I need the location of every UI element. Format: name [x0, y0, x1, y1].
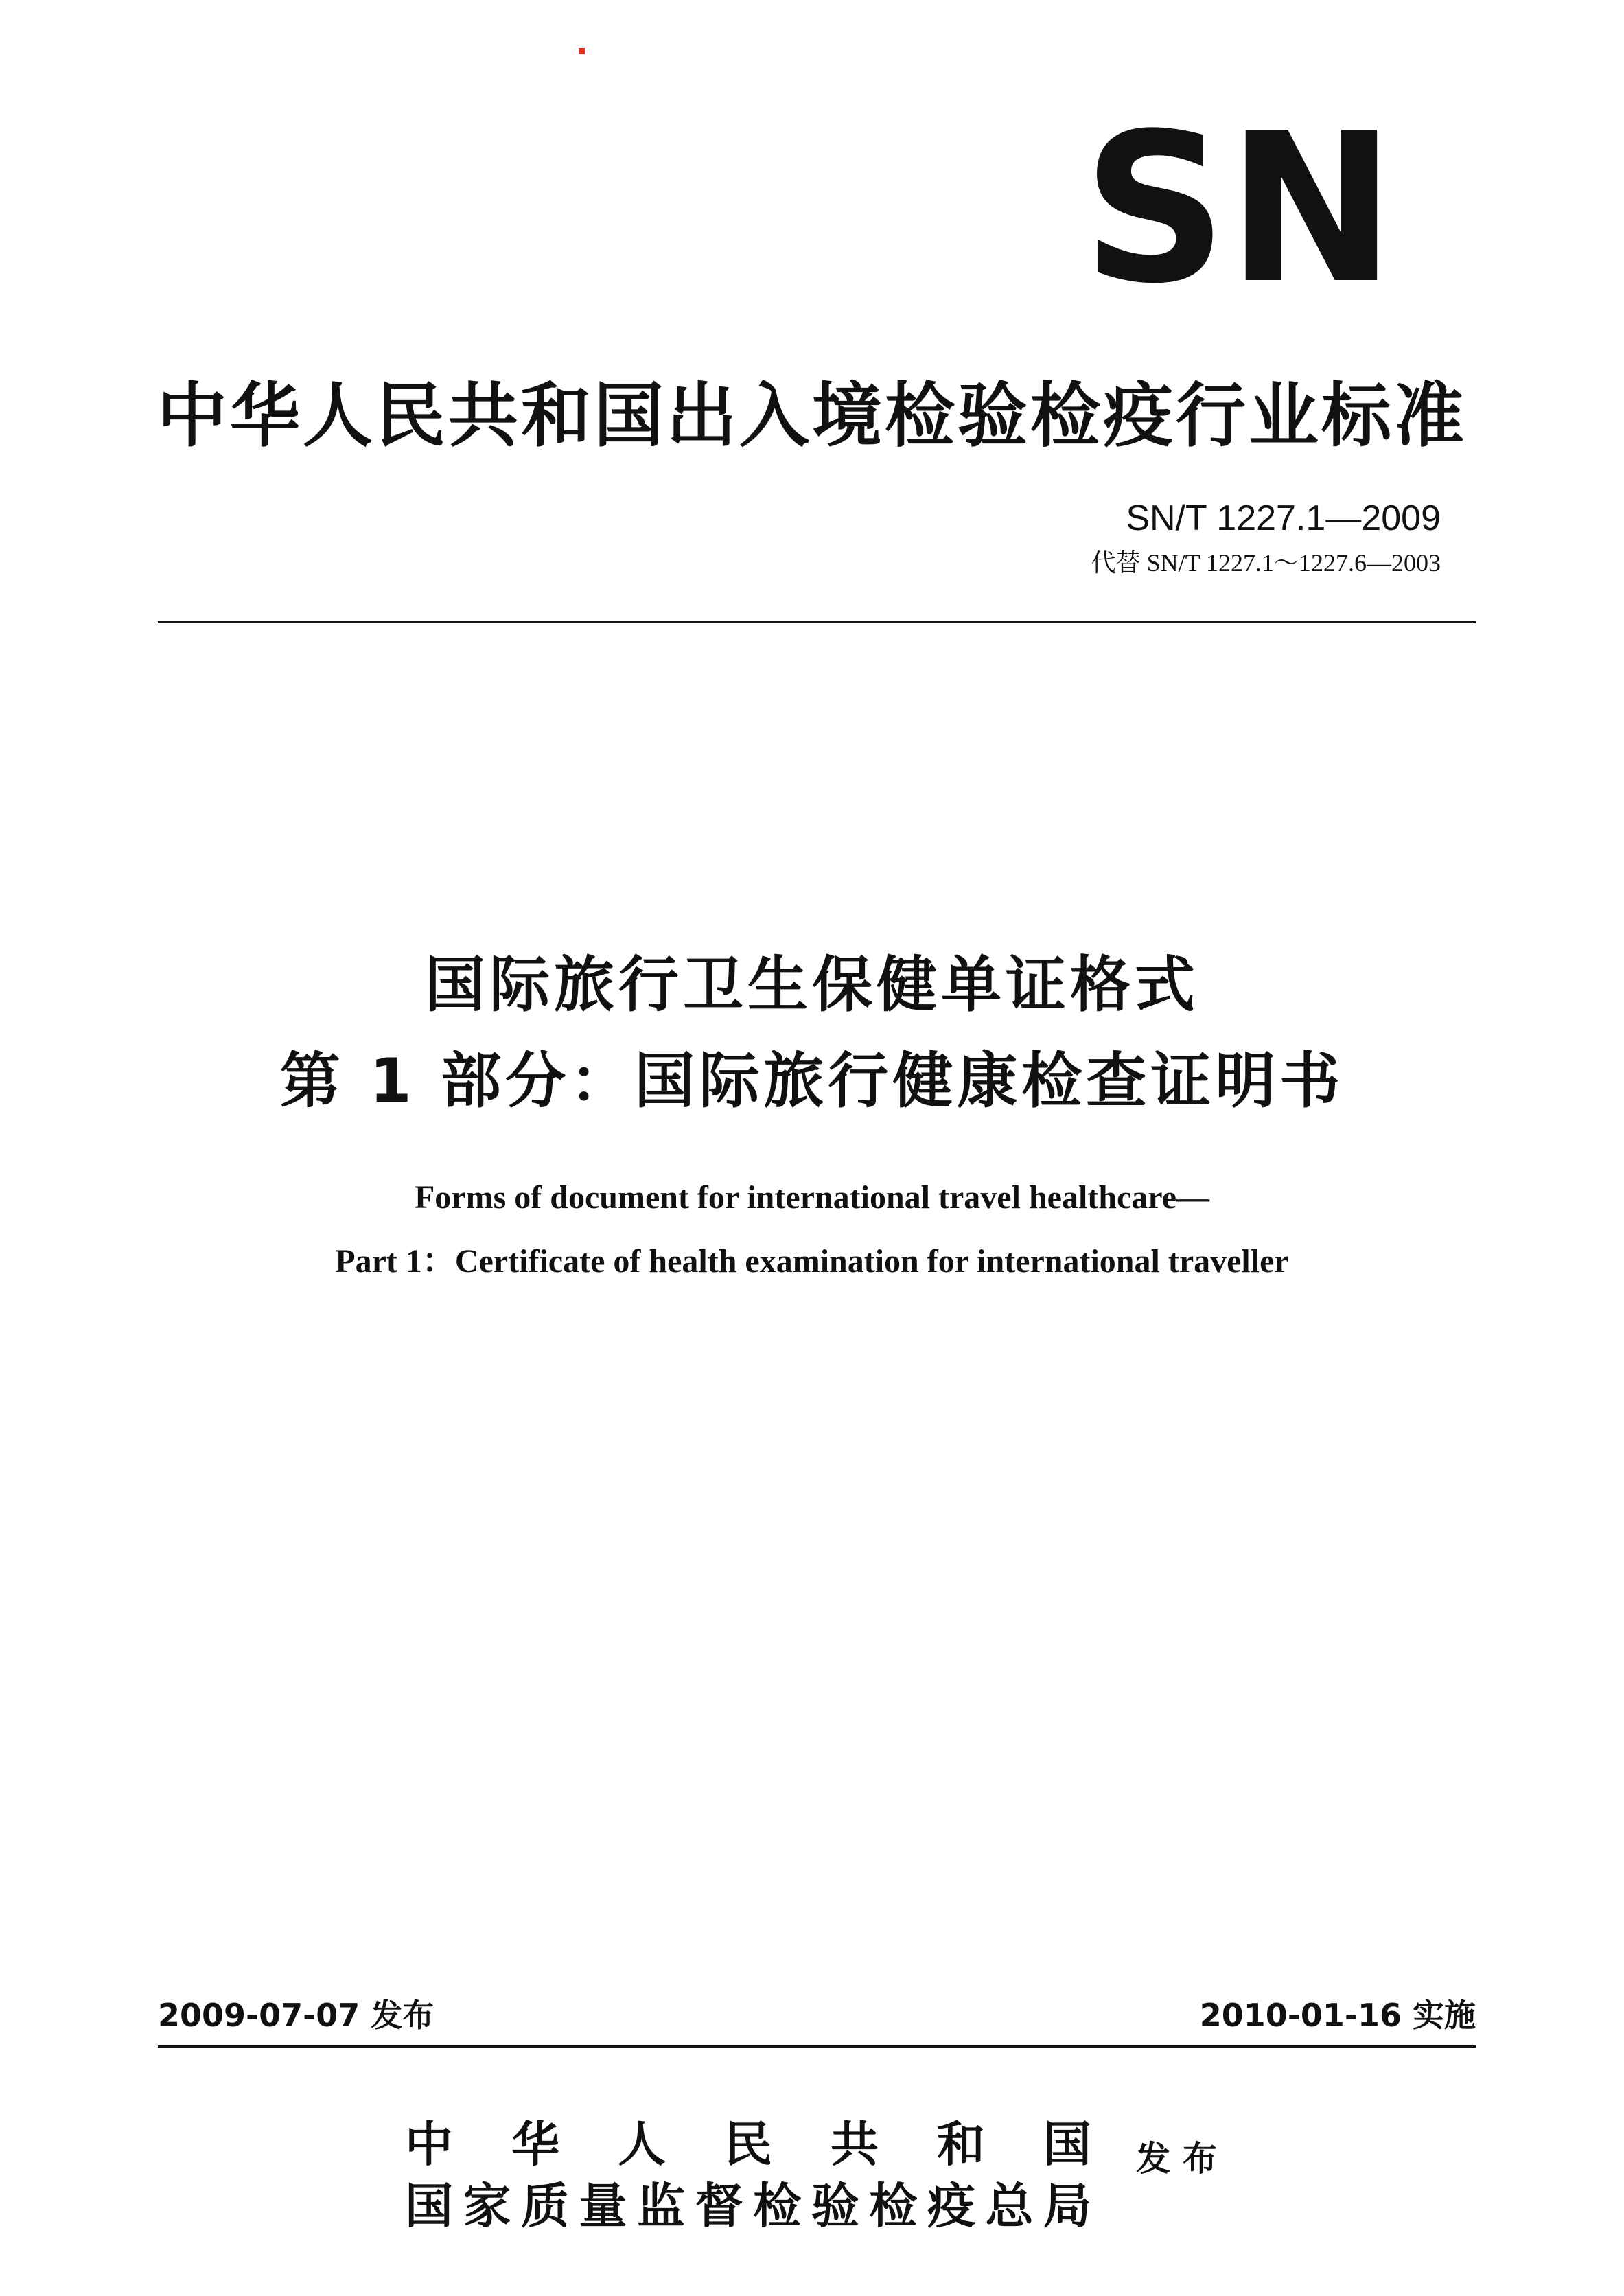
red-mark — [579, 48, 585, 54]
implementation-date: 2010-01-16 实施 — [1199, 1997, 1476, 2034]
standard-number: SN/T 1227.1—2009 — [1126, 498, 1441, 538]
issuer-line-1: 中 华 人 民 共 和 国 — [405, 2115, 1091, 2172]
top-divider — [158, 621, 1476, 623]
english-title-line-2: Part 1：Certificate of health examination for international traveller — [335, 1243, 1289, 1279]
issuer-publish-label: 发布 — [1136, 2139, 1229, 2179]
chinese-title-line-2: 第 1 部分：国际旅行健康检查证明书 — [279, 1045, 1345, 1116]
sn-logo — [1081, 124, 1397, 288]
industry-standard-title: 中华人民共和国出入境检验检疫行业标准 — [157, 375, 1467, 457]
issuer-line-2: 国家质量监督检验检疫总局 — [405, 2177, 1091, 2234]
issue-date: 2009-07-07 发布 — [158, 1997, 434, 2034]
chinese-title-line-1: 国际旅行卫生保健单证格式 — [424, 949, 1199, 1020]
sn-logo-text: SN — [1082, 124, 1395, 288]
english-title-line-1: Forms of document for international travel healthcare— — [414, 1179, 1210, 1216]
replaces-standard: 代替 SN/T 1227.1～1227.6—2003 — [1091, 549, 1441, 577]
bottom-divider — [158, 2045, 1476, 2048]
